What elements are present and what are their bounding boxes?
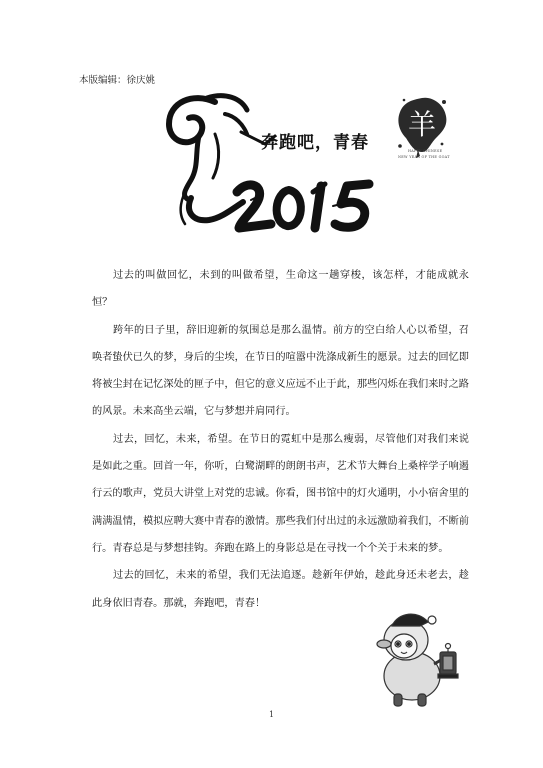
paragraph-4: 过去的回忆，未来的希望，我们无法追逐。趁新年伊始，趁此身还未老去，趁此身依旧青春。那就，奔跑吧，青春！ xyxy=(92,570,469,609)
page-number: 1 xyxy=(268,710,275,719)
editor-credit: 本版编辑：徐庆姚 xyxy=(79,75,156,86)
paragraph-3: 过去，回忆，未来，希望。在节日的霓虹中是那么瘦弱，尽管他们对我们来说是如此之重。回首一年，你听，白鹭湖畔的朗朗书声，艺术节大舞台上桑梓学子响遏行云的歌声，党员大讲堂上对党的忠诚。你看，图书馆中的灯火通明，小小宿舍里的满满温情，模拟应聘大赛中青春的激情。那些我们付出过的永远激励着我们，不断前行。青春总是与梦想挂钩。奔跑在路上的身影总是在寻找一个个关于未来的梦。 xyxy=(92,433,469,554)
article-body xyxy=(92,262,469,617)
stamp-caption-line1: HAPPY CHINESE xyxy=(408,149,443,153)
headline: 奔跑吧，青春 xyxy=(261,133,369,153)
ram-2015-illustration xyxy=(155,88,395,238)
stamp-caption-line2: NEW YEAR OF THE GOAT xyxy=(398,155,450,159)
paragraph-1: 过去的叫做回忆，未到的叫做希望，生命这一趟穿梭，该怎样，才能成就永恒？ xyxy=(92,270,469,309)
paragraph-2: 跨年的日子里，辞旧迎新的氛围总是那么温情。前方的空白给人心以希望，召唤者蛰伏已久的梦，身后的尘埃，在节日的喧嚣中洗涤成新生的愿景。过去的回忆即将被尘封在记忆深处的匣子中，但它的意义应远不止于此，那些闪烁在我们来时之路的风景。未来高坐云端，它与梦想并肩同行。 xyxy=(92,324,469,418)
stamp-glyph: 羊 xyxy=(407,108,437,141)
sheep-with-lantern-illustration xyxy=(376,604,466,712)
